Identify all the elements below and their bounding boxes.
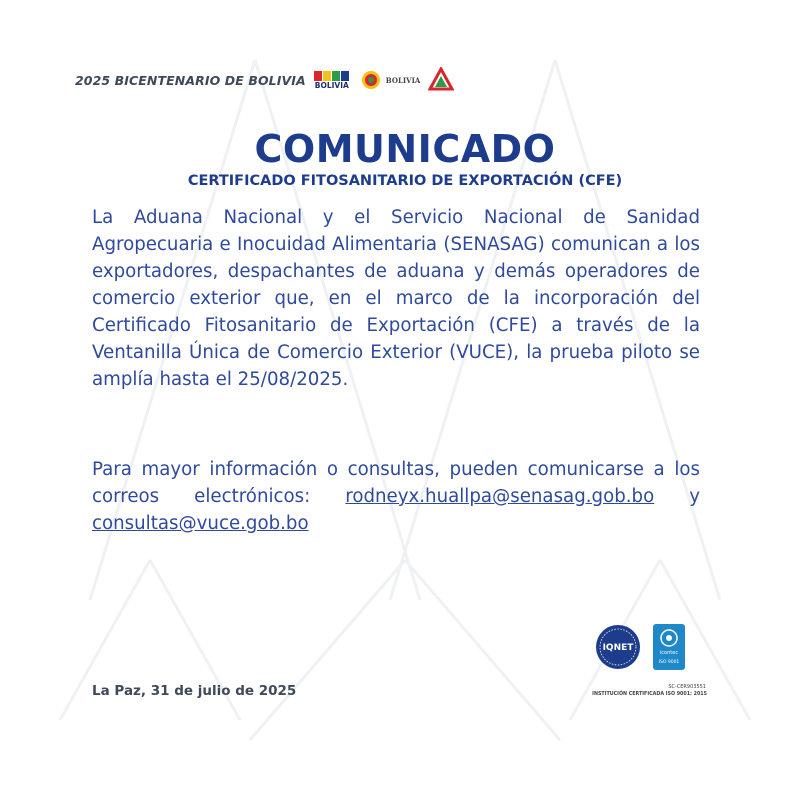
government-logo-word: BOLIVIA xyxy=(385,75,421,85)
vuce-email-link[interactable]: consultas@vuce.gob.bo xyxy=(92,513,309,534)
iso-badge-label: ISO 9001 xyxy=(658,660,680,665)
bicentenary-title: 2025 BICENTENARIO DE BOLIVIA xyxy=(75,72,306,88)
aduana-logo xyxy=(428,67,454,93)
footer-date: La Paz, 31 de julio de 2025 xyxy=(92,683,297,699)
bicentenary-logo xyxy=(312,71,352,90)
icontec-badge-icon xyxy=(653,624,685,670)
bicentenary-color-blocks xyxy=(314,71,349,81)
contact-paragraph xyxy=(92,456,700,537)
iqnet-badge-icon xyxy=(595,624,641,670)
iqnet-badge-label: IQNET xyxy=(602,643,634,653)
certified-institution-label: INSTITUCIÓN CERTIFICADA ISO 9001: 2015 xyxy=(592,692,707,697)
page-subtitle: CERTIFICADO FITOSANITARIO DE EXPORTACIÓN (CFE) xyxy=(187,173,623,189)
certification-badges xyxy=(595,624,685,670)
contact-text: Para mayor información o consultas, pueden comunicarse a los correos electrónicos: xyxy=(92,459,700,507)
government-logo xyxy=(360,69,420,91)
coat-of-arms-icon xyxy=(360,69,382,91)
bicentenary-logo-word: BOLIVIA xyxy=(314,80,349,90)
announcement-paragraph: La Aduana Nacional y el Servicio Nacional de Sanidad Agropecuaria e Inocuidad Alimentaria (SENASAG) comunican a los exportadores, despachantes de aduana y demás operadores de comercio exterior que, en el marco de la incorporación del Certificado Fitosanitario de Exportación (CFE) a través de la Ventanilla Única de Comercio Exterior (VUCE), la prueba piloto se amplía hasta el 25/08/2025. xyxy=(92,207,700,390)
senasag-email-link[interactable]: rodneyx.huallpa@senasag.gob.bo xyxy=(345,486,655,507)
page-title: COMUNICADO xyxy=(254,127,556,171)
aduana-triangle-icon xyxy=(428,67,454,93)
email-conjunction: y xyxy=(689,486,700,507)
header-bar xyxy=(75,62,462,98)
certificate-code: SC-CER903551 xyxy=(668,684,706,690)
icontec-badge-label: icontec xyxy=(659,650,679,656)
